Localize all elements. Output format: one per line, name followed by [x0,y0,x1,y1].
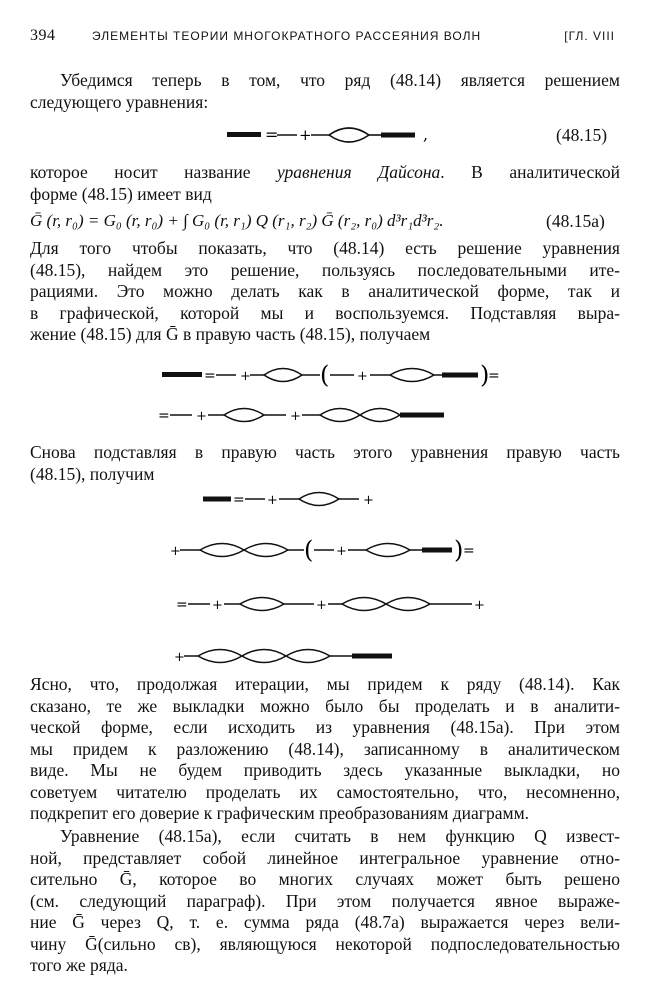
iteration-diagram-row-5 [176,588,496,620]
full-propagator-line [352,654,392,659]
text-line: ние Ḡ через Q, т. е. сумма ряда (48.7a) выражается через вели- [30,912,620,932]
page-number: 394 [30,27,56,44]
equals-sign: = [233,492,245,508]
text-line: Уравнение (48.15a), если считать в нем функцию Q извест- [60,826,620,846]
chapter-label: [ГЛ. VIII [564,29,615,43]
equals-sign: = [204,368,216,384]
mass-operator-bubble [200,544,244,557]
plus-sign: + [474,598,485,613]
mass-operator-bubble [366,544,410,557]
text-line: (48.15), получим [30,463,155,484]
mass-operator-bubble [264,369,302,382]
iteration-diagram-row-4 [170,534,490,566]
right-paren: ) [454,536,464,564]
text-line: ческой форме, если исходить из уравнения (48.15a). При этом [30,717,620,737]
text-line: подкрепит его доверие к графическим преобразованиям диаграмм. [30,803,530,823]
text-line: форме (48.15) имеет вид [30,183,212,204]
paragraph-iteration [30,238,620,346]
text-line: (48.15), найдем это решение, пользуясь последовательными ите- [30,259,620,280]
text-line: чину Ḡ(сильно св), являющуюся некоторой подпоследовательностью [30,933,620,954]
text-line: жение (48.15) для Ḡ в правую часть (48.15), получаем [30,324,431,344]
text-line: Снова подставляя в правую часть этого уравнения правую часть [30,442,620,462]
text-line: виде. Мы не будем приводить здесь указанные выкладки, но [30,760,620,780]
plus-sign: + [240,369,251,384]
text-line: которое носит название уравнения Дайсона. В аналитической [30,162,620,182]
text-line: следующего уравнения: [30,91,209,112]
equation-number-48-15a: (48.15a) [546,211,605,231]
plus-sign: + [212,598,223,613]
text-line: мы придем к разложению (48.14), записанному в аналитическом [30,738,620,759]
comma: , [423,125,429,144]
full-propagator-line [203,497,231,502]
page-header [30,27,615,51]
plus-sign: + [316,598,327,613]
paragraph-intro [30,70,620,113]
paragraph-integral-equation [30,826,620,977]
full-propagator-line [381,133,415,138]
paragraph-conclusion [30,674,620,825]
full-propagator-line [400,413,444,418]
running-title: ЭЛЕМЕНТЫ ТЕОРИИ МНОГОКРАТНОГО РАССЕЯНИЯ ВОЛН [92,29,482,43]
equation-48-15a: Ḡ (r, r₀) = G₀ (r, r₀) + ∫ G₀ (r, r₁) Q (r₁, r₂) Ḡ (r₂, r₀) d³r₁d³r₂. [30,211,444,230]
equals-sign: = [463,543,475,559]
mass-operator-bubble [299,493,339,506]
text-line: того же ряда. [30,955,128,975]
equals-sign: = [158,408,170,424]
full-propagator-line [422,548,452,553]
text-line: (см. следующий параграф). При этом получается явное выраже- [30,890,620,911]
full-propagator-line [442,373,478,378]
mass-operator-bubble [342,598,386,611]
iteration-diagram-row-3 [203,484,383,514]
plus-sign: + [174,650,185,665]
text-line: советуем читателю проделать их самостоятельно, что, несомненно, [30,781,620,802]
right-paren: ) [480,361,490,389]
plus-sign: + [336,544,347,559]
left-paren: ( [304,536,314,564]
full-propagator-line [227,132,261,137]
text-line: в графической, которой мы и воспользуемся. Подставляя выра- [30,302,620,323]
plus-sign: + [170,544,181,559]
mass-operator-bubble [242,650,286,663]
text-line: сительно Ḡ, которое во многих случаях может быть решено [30,869,620,889]
mass-operator-bubble [240,598,284,611]
plus-sign: + [363,493,374,508]
mass-operator-bubble [386,598,430,611]
left-paren: ( [320,361,330,389]
full-propagator-line [162,372,202,377]
dyson-equation-term: уравнения Дайсона [276,162,441,182]
plus-sign: + [290,409,301,424]
mass-operator-bubble [360,409,400,422]
text-line: Убедимся теперь в том, что ряд (48.14) является решением [60,70,620,90]
mass-operator-bubble [224,409,264,422]
plus-sign: + [196,409,207,424]
text-line: ной, представляет собой линейное интегральное уравнение отно- [30,847,620,868]
equals-sign: = [265,125,279,144]
iteration-diagram-row-6 [174,640,434,672]
iteration-diagram-row-2 [158,400,458,430]
text-line: сказано, те же выкладки можно было бы проделать и в аналити- [30,695,620,716]
mass-operator-bubble [320,409,360,422]
text-line: Ясно, что, продолжая итерации, мы придем к ряду (48.14). Как [30,674,620,694]
mass-operator-bubble [198,650,242,663]
mass-operator-bubble [329,128,369,142]
plus-sign: + [299,126,312,144]
mass-operator-bubble [286,650,330,663]
plus-sign: + [357,369,368,384]
paragraph-dyson [30,162,620,205]
plus-sign: + [267,493,278,508]
paragraph-substitute [30,442,620,485]
mass-operator-bubble [244,544,288,557]
dyson-equation-diagram [225,123,440,147]
mass-operator-bubble [390,369,434,382]
text-line: рациями. Это можно делать как в аналитической форме, так и [30,281,620,301]
equals-sign: = [176,597,188,613]
iteration-diagram-row-1 [160,360,500,390]
equals-sign: = [488,368,500,384]
text-line: Для того чтобы показать, что (48.14) есть решение уравнения [30,238,620,258]
equation-number-48-15: (48.15) [556,125,608,145]
